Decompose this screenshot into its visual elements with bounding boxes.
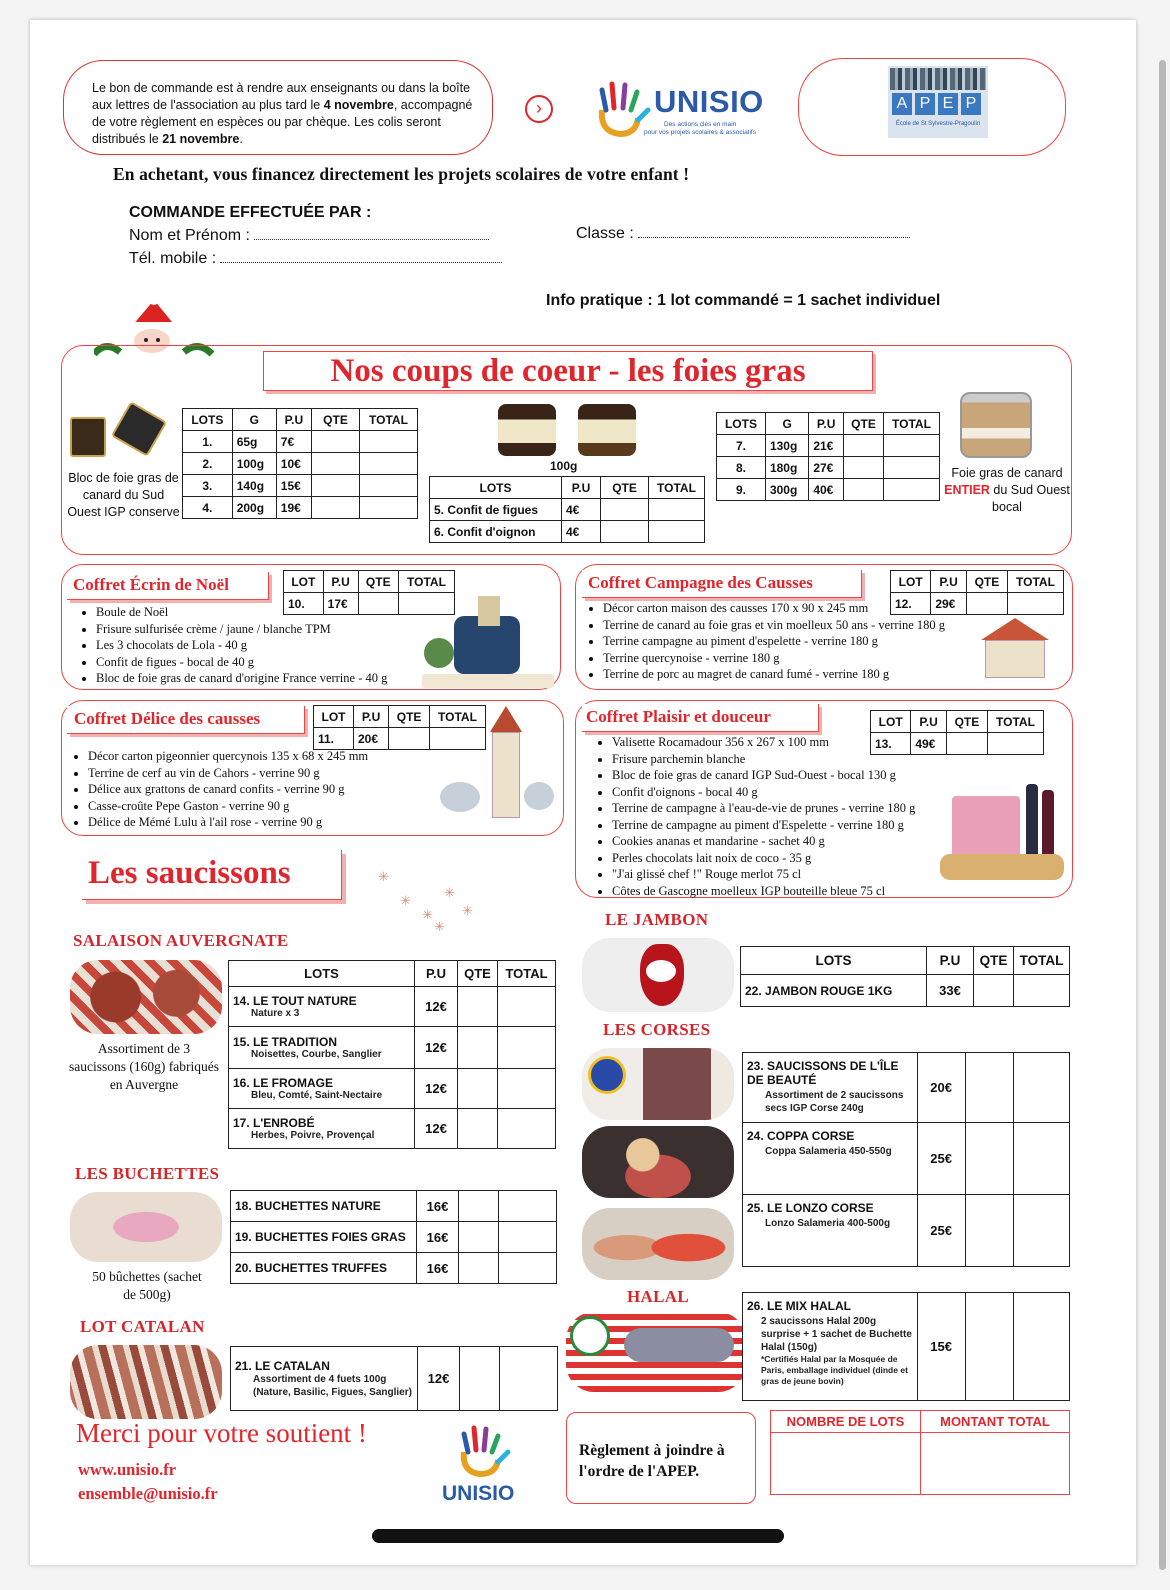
- header-pu: P.U: [276, 409, 311, 431]
- header-pu: P.U: [323, 571, 358, 593]
- header-lots: LOTS: [183, 409, 233, 431]
- list-item: • Côtes de Gascogne moelleux IGP bouteille bleue 75 cl: [612, 883, 954, 900]
- pu-cell: 25€: [917, 1195, 965, 1267]
- coffret-delice-list: [70, 748, 450, 831]
- total-cell[interactable]: [360, 431, 418, 453]
- qte-cell[interactable]: [312, 475, 360, 497]
- chevron-right-icon[interactable]: ›: [525, 95, 553, 123]
- catalan-title: LOT CATALAN: [80, 1317, 205, 1336]
- lot-cell: 6. Confit d'oignon: [430, 521, 562, 543]
- montant-header: MONTANT TOTAL: [921, 1411, 1070, 1433]
- unisio-tagline-2: pour vos projets scolaires & associatifs: [644, 129, 756, 136]
- website-link[interactable]: www.unisio.fr: [78, 1460, 177, 1479]
- confit-weight: 100g: [550, 459, 578, 473]
- pu-cell: 21€: [809, 435, 844, 457]
- lot-cell: 4.: [183, 497, 233, 519]
- auvergne-sausage-image: [70, 960, 222, 1034]
- unisio-tagline-1: Des actions clés en main: [664, 121, 737, 128]
- pu-cell: 25€: [917, 1123, 965, 1195]
- header-lots: LOTS: [741, 947, 927, 975]
- list-item: • Terrine de campagne à l'eau-de-vie de prunes - verrine 180 g: [612, 800, 954, 817]
- header-total: TOTAL: [1008, 571, 1064, 593]
- unisio-footer-name: UNISIO: [442, 1482, 515, 1505]
- header-total: TOTAL: [988, 711, 1044, 733]
- header-pu: P.U: [911, 711, 946, 733]
- header-lot: LOT: [891, 571, 931, 593]
- total-cell[interactable]: [360, 475, 418, 497]
- lonzo-image: [582, 1208, 734, 1280]
- lot-cell: 12.: [891, 593, 931, 615]
- header-total: TOTAL: [649, 477, 705, 499]
- buchettes-caption: 50 bûchettes (sachet de 500g): [92, 1269, 202, 1302]
- apep-letter: A: [892, 93, 912, 115]
- table-row: [743, 1123, 1070, 1195]
- list-item: • Valisette Rocamadour 356 x 267 x 100 mm: [612, 734, 954, 751]
- class-label: Classe :: [576, 225, 634, 242]
- qte-cell[interactable]: [458, 1027, 498, 1069]
- pu-cell: 19€: [276, 497, 311, 519]
- header-pu: P.U: [927, 947, 974, 975]
- phone-label: Tél. mobile :: [129, 250, 217, 267]
- pu-cell: 20€: [353, 728, 388, 750]
- confit-table: [429, 476, 705, 543]
- thanks-text: Merci pour votre soutient !: [76, 1418, 367, 1448]
- header-pu: P.U: [562, 477, 601, 499]
- total-cell[interactable]: [649, 499, 705, 521]
- table-row: [183, 431, 418, 453]
- email-link[interactable]: ensemble@unisio.fr: [78, 1484, 218, 1503]
- product-detail: Bleu, Comté, Saint-Nectaire: [251, 1090, 383, 1101]
- table-row: [743, 1053, 1070, 1123]
- header-total: TOTAL: [498, 961, 556, 987]
- pu-cell: 12€: [418, 1347, 460, 1411]
- qte-cell[interactable]: [844, 479, 884, 501]
- apep-letter: P: [961, 93, 981, 115]
- header-qte: QTE: [458, 961, 498, 987]
- list-item: • Casse-croûte Pepe Gaston - verrine 90 g: [88, 798, 450, 815]
- auvergne-table: [228, 960, 556, 1149]
- pu-cell: 7€: [276, 431, 311, 453]
- qte-cell[interactable]: [460, 1347, 500, 1411]
- total-cell[interactable]: [1013, 1293, 1069, 1401]
- coffret-campagne-title: Coffret Campagne des Causses: [582, 570, 862, 598]
- g-cell: 65g: [232, 431, 276, 453]
- table-row: [743, 1293, 1070, 1401]
- list-item: • Boule de Noël: [96, 604, 468, 621]
- qte-cell[interactable]: [459, 1191, 499, 1222]
- auvergne-title: SALAISON AUVERGNATE: [73, 931, 289, 950]
- qte-cell[interactable]: [965, 1123, 1013, 1195]
- header-lots: LOTS: [430, 477, 562, 499]
- foie-gras-jar-image: [960, 392, 1032, 458]
- lot-cell: 5. Confit de figues: [430, 499, 562, 521]
- qte-cell[interactable]: [965, 1293, 1013, 1401]
- total-cell[interactable]: [360, 497, 418, 519]
- header-lot: LOT: [284, 571, 324, 593]
- pu-cell: 20€: [917, 1053, 965, 1123]
- total-cell[interactable]: [498, 987, 556, 1027]
- pu-cell: 33€: [927, 975, 974, 1007]
- foie-left-table: [182, 408, 418, 519]
- g-cell: 140g: [232, 475, 276, 497]
- header-lot: LOT: [871, 711, 911, 733]
- product-name: 25. LE LONZO CORSE: [747, 1201, 874, 1215]
- product-detail: Herbes, Poivre, Provençal: [251, 1130, 375, 1141]
- table-row: [229, 1069, 556, 1109]
- list-item: • "J'ai glissé chef !" Rouge merlot 75 cl: [612, 866, 954, 883]
- pu-cell: 12€: [415, 987, 458, 1027]
- pu-cell: 49€: [911, 733, 946, 755]
- pu-cell: 15€: [917, 1293, 965, 1401]
- total-cell[interactable]: [884, 435, 940, 457]
- qte-cell[interactable]: [844, 435, 884, 457]
- apep-letter: P: [915, 93, 935, 115]
- catalan-table: [230, 1346, 558, 1411]
- header-lots: LOTS: [229, 961, 415, 987]
- table-row: [741, 975, 1070, 1007]
- coffret-campagne-image: [975, 618, 1051, 680]
- product-detail: Assortiment de 2 saucissons secs IGP Corse 240g: [765, 1090, 904, 1114]
- table-row: [231, 1222, 557, 1253]
- product-name: 22. JAMBON ROUGE 1KG: [741, 975, 927, 1007]
- product-detail: Coppa Salameria 450-550g: [765, 1146, 892, 1157]
- g-cell: 180g: [765, 457, 808, 479]
- total-cell[interactable]: [498, 1027, 556, 1069]
- total-cell[interactable]: [988, 733, 1044, 755]
- total-cell[interactable]: [884, 457, 940, 479]
- table-row: [430, 521, 705, 543]
- foie-gras-tins-image: [70, 405, 170, 465]
- lot-cell: 10.: [284, 593, 324, 615]
- product-name: 19. BUCHETTES FOIES GRAS: [231, 1222, 417, 1253]
- name-label: Nom et Prénom :: [129, 227, 250, 244]
- header-qte: QTE: [844, 413, 884, 435]
- table-row: [229, 1109, 556, 1149]
- table-row: [231, 1347, 558, 1411]
- halal-table: [742, 1292, 1070, 1401]
- list-item: • Perles chocolats lait noix de coco - 35 g: [612, 850, 954, 867]
- info-pratique: Info pratique : 1 lot commandé = 1 sachet individuel: [546, 292, 941, 309]
- order-title: COMMANDE EFFECTUÉE PAR :: [129, 204, 372, 221]
- pu-cell: 15€: [276, 475, 311, 497]
- list-item: • Délice de Mémé Lulu à l'ail rose - verrine 90 g: [88, 814, 450, 831]
- header-pu: P.U: [809, 413, 844, 435]
- nb-lots-field[interactable]: [771, 1433, 921, 1495]
- header-total: TOTAL: [399, 571, 455, 593]
- lot-cell: 7.: [717, 435, 766, 457]
- lot-cell: 8.: [717, 457, 766, 479]
- list-item: • Terrine de porc au magret de canard fumé - verrine 180 g: [603, 666, 985, 683]
- product-detail: 2 saucissons Halal 200g surprise + 1 sachet de Buchette Halal (150g): [761, 1316, 912, 1353]
- product-name: 18. BUCHETTES NATURE: [231, 1191, 417, 1222]
- qte-cell[interactable]: [312, 453, 360, 475]
- total-cell[interactable]: [1013, 1123, 1069, 1195]
- buchettes-table: [230, 1190, 557, 1284]
- coffret-ecrin-list: [78, 604, 468, 687]
- total-cell[interactable]: [1013, 1053, 1069, 1123]
- qte-cell[interactable]: [458, 987, 498, 1027]
- list-item: • Bloc de foie gras de canard IGP Sud-Ouest - bocal 130 g: [612, 767, 954, 784]
- coffret-plaisir-image: [940, 784, 1064, 884]
- lot-cell: 13.: [871, 733, 911, 755]
- list-item: • Terrine campagne au piment d'espelette - verrine 180 g: [603, 633, 985, 650]
- qte-cell[interactable]: [844, 457, 884, 479]
- header-qte: QTE: [946, 711, 987, 733]
- product-detail: Noisettes, Courbe, Sanglier: [251, 1049, 382, 1060]
- list-item: • Terrine de campagne au piment d'Espelette - verrine 180 g: [612, 817, 954, 834]
- total-cell[interactable]: [1013, 1195, 1069, 1267]
- pu-cell: 40€: [809, 479, 844, 501]
- product-name: 26. LE MIX HALAL: [747, 1299, 852, 1313]
- halal-title: HALAL: [627, 1287, 689, 1306]
- header-qte: QTE: [358, 571, 398, 593]
- pu-cell: 4€: [562, 521, 601, 543]
- header-pu: P.U: [353, 706, 388, 728]
- header-qte: QTE: [312, 409, 360, 431]
- list-item: • Terrine de canard au foie gras et vin moelleux 50 ans - verrine 180 g: [603, 617, 985, 634]
- list-item: • Confit d'oignons - bocal 40 g: [612, 784, 954, 801]
- qte-cell[interactable]: [312, 497, 360, 519]
- list-item: • Cookies ananas et mandarine - sachet 40 g: [612, 833, 954, 850]
- g-cell: 130g: [765, 435, 808, 457]
- product-name: 23. SAUCISSONS DE L'ÎLE DE BEAUTÉ: [747, 1059, 899, 1087]
- nb-lots-header: NOMBRE DE LOTS: [771, 1411, 921, 1433]
- slogan: En achetant, vous financez directement les projets scolaires de votre enfant !: [113, 164, 690, 184]
- pu-cell: 16€: [417, 1222, 459, 1253]
- qte-cell[interactable]: [974, 975, 1014, 1007]
- unisio-footer-logo: [438, 1424, 528, 1510]
- buchettes-image: [70, 1192, 222, 1262]
- halal-note: *Certifiés Halal par la Mosquée de Paris, emballage individuel (dinde et gras de jeune bovin): [761, 1354, 908, 1386]
- halal-image: [566, 1312, 746, 1392]
- total-cell[interactable]: [499, 1191, 557, 1222]
- total-cell[interactable]: [499, 1222, 557, 1253]
- qte-cell[interactable]: [458, 1109, 498, 1149]
- catalan-image: [70, 1345, 222, 1419]
- product-name: 14. LE TOUT NATURE: [233, 994, 357, 1008]
- total-cell[interactable]: [1008, 593, 1064, 615]
- coffret-ecrin-image: [422, 596, 554, 688]
- name-field[interactable]: [129, 227, 489, 245]
- scrollbar[interactable]: [1159, 60, 1166, 1570]
- coffret-ecrin-title: Coffret Écrin de Noël: [67, 572, 269, 600]
- pu-cell: 12€: [415, 1069, 458, 1109]
- auvergne-caption: Assortiment de 3 saucissons (160g) fabriqués en Auvergne: [69, 1041, 219, 1092]
- montant-field[interactable]: [921, 1433, 1070, 1495]
- total-cell[interactable]: [1014, 975, 1070, 1007]
- header-g: G: [765, 413, 808, 435]
- header-qte: QTE: [974, 947, 1014, 975]
- saucissons-title: Les saucissons: [82, 850, 342, 900]
- coffret-delice-title: Coffret Délice des causses: [67, 706, 305, 734]
- table-row: [231, 1191, 557, 1222]
- table-row: [430, 499, 705, 521]
- lot-cell: 1.: [183, 431, 233, 453]
- home-indicator[interactable]: [372, 1529, 784, 1543]
- list-item: • Terrine quercynoise - verrine 180 g: [603, 650, 985, 667]
- foie-gras-right-caption: Foie gras de canard ENTIER du Sud Ouest bocal: [944, 466, 1070, 514]
- pu-cell: 16€: [417, 1253, 459, 1284]
- coffret-delice-image: [440, 706, 558, 826]
- lot-cell: 2.: [183, 453, 233, 475]
- product-name: 24. COPPA CORSE: [747, 1129, 855, 1143]
- qte-cell[interactable]: [459, 1253, 499, 1284]
- list-item: • Frisure sulfurisée crème / jaune / blanche TPM: [96, 621, 468, 638]
- total-cell[interactable]: [884, 479, 940, 501]
- header-pu: P.U: [415, 961, 458, 987]
- header-qte: QTE: [601, 477, 649, 499]
- apep-subtitle: École de St Sylvestre-Pragoulin: [895, 121, 981, 127]
- total-cell[interactable]: [649, 521, 705, 543]
- header-total: TOTAL: [430, 706, 486, 728]
- table-row: [717, 479, 940, 501]
- corse-saucisson-image: [582, 1048, 734, 1120]
- qte-cell[interactable]: [312, 431, 360, 453]
- list-item: • Décor carton pigeonnier quercynois 135 x 68 x 245 mm: [88, 748, 450, 765]
- g-cell: 100g: [232, 453, 276, 475]
- product-name: 20. BUCHETTES TRUFFES: [231, 1253, 417, 1284]
- corses-title: LES CORSES: [603, 1020, 711, 1039]
- jambon-table: [740, 946, 1070, 1007]
- pu-cell: 27€: [809, 457, 844, 479]
- qte-cell[interactable]: [965, 1053, 1013, 1123]
- foie-gras-title: Nos coups de coeur - les foies gras: [263, 351, 873, 391]
- pu-cell: 29€: [931, 593, 966, 615]
- pu-cell: 12€: [415, 1027, 458, 1069]
- payment-text: Règlement à joindre à l'ordre de l'APEP.: [579, 1442, 725, 1480]
- header-total: TOTAL: [360, 409, 418, 431]
- header-total: TOTAL: [1014, 947, 1070, 975]
- total-cell[interactable]: [498, 1069, 556, 1109]
- product-name: 17. L'ENROBÉ: [233, 1116, 315, 1130]
- qte-cell[interactable]: [601, 521, 649, 543]
- product-detail: Nature x 3: [251, 1008, 300, 1019]
- header-pu: P.U: [931, 571, 966, 593]
- coffret-plaisir-title: Coffret Plaisir et douceur: [582, 704, 819, 732]
- list-item: • Délice aux grattons de canard confits - verrine 90 g: [88, 781, 450, 798]
- qte-cell[interactable]: [601, 499, 649, 521]
- pu-cell: 4€: [562, 499, 601, 521]
- header-total: TOTAL: [884, 413, 940, 435]
- table-row: [183, 453, 418, 475]
- coffret-plaisir-list: [594, 734, 954, 899]
- coffret-campagne-list: [585, 600, 985, 683]
- header-g: G: [232, 409, 276, 431]
- buchettes-title: LES BUCHETTES: [75, 1164, 220, 1183]
- stars-decoration-icon: ✳ ✳ ✳ ✳ ✳ ✳: [378, 869, 473, 934]
- table-row: [743, 1195, 1070, 1267]
- list-item: • Les 3 chocolats de Lola - 40 g: [96, 637, 468, 654]
- product-detail: Assortiment de 4 fuets 100g (Nature, Basilic, Figues, Sanglier): [253, 1373, 412, 1398]
- jambon-title: LE JAMBON: [605, 910, 709, 929]
- list-item: • Décor carton maison des causses 170 x 90 x 245 mm: [603, 600, 985, 617]
- qte-cell[interactable]: [458, 1069, 498, 1109]
- header-qte: QTE: [389, 706, 430, 728]
- product-name: 21. LE CATALAN: [235, 1358, 330, 1373]
- g-cell: 300g: [765, 479, 808, 501]
- coppa-image: [582, 1126, 734, 1198]
- total-cell[interactable]: [498, 1109, 556, 1149]
- list-item: • Confit de figues - bocal de 40 g: [96, 654, 468, 671]
- foie-gras-left-caption: Bloc de foie gras de canard du Sud Ouest IGP conserve: [67, 471, 180, 519]
- confit-jars-image: [498, 396, 648, 460]
- qte-cell[interactable]: [389, 728, 430, 750]
- table-row: [229, 987, 556, 1027]
- apep-logo: [888, 66, 988, 138]
- total-cell[interactable]: [499, 1253, 557, 1284]
- product-name: 16. LE FROMAGE: [233, 1076, 334, 1090]
- g-cell: 200g: [232, 497, 276, 519]
- table-row: [183, 497, 418, 519]
- lot-cell: 9.: [717, 479, 766, 501]
- pu-cell: 12€: [415, 1109, 458, 1149]
- unisio-logo: [592, 80, 792, 140]
- lot-cell: 11.: [314, 728, 354, 750]
- header-lots: LOTS: [717, 413, 766, 435]
- header-lot: LOT: [314, 706, 354, 728]
- pu-cell: 16€: [417, 1191, 459, 1222]
- unisio-name: UNISIO: [654, 84, 764, 119]
- table-row: [717, 457, 940, 479]
- table-row: [231, 1253, 557, 1284]
- table-row: [183, 475, 418, 497]
- class-field[interactable]: [576, 225, 910, 243]
- qte-cell[interactable]: [459, 1222, 499, 1253]
- list-item: • Bloc de foie gras de canard d'origine France verrine - 40 g: [96, 670, 468, 687]
- totals-table: [770, 1410, 1070, 1495]
- list-item: • Terrine de cerf au vin de Cahors - verrine 90 g: [88, 765, 450, 782]
- qte-cell[interactable]: [965, 1195, 1013, 1267]
- phone-field[interactable]: [129, 250, 502, 268]
- apep-letter: E: [938, 93, 958, 115]
- pu-cell: 10€: [276, 453, 311, 475]
- table-row: [717, 435, 940, 457]
- product-name: 15. LE TRADITION: [233, 1035, 338, 1049]
- corses-table: [742, 1052, 1070, 1267]
- hand-logo-icon: [456, 1424, 512, 1478]
- product-detail: Lonzo Salameria 400-500g: [765, 1218, 891, 1229]
- table-row: [229, 1027, 556, 1069]
- order-form-sheet: [30, 20, 1136, 1565]
- list-item: • Frisure parchemin blanche: [612, 751, 954, 768]
- lot-cell: 3.: [183, 475, 233, 497]
- jambon-image: [582, 938, 734, 1012]
- notice-text: Le bon de commande est à rendre aux enseignants ou dans la boîte aux lettres de l'association au plus tard le 4 novembre, accompagné de votre règlement en espèces ou par chèque. Les colis seront distribués le 21 novembre.: [92, 81, 473, 146]
- header-qte: QTE: [966, 571, 1007, 593]
- foie-right-table: [716, 412, 940, 501]
- pu-cell: 17€: [323, 593, 358, 615]
- total-cell[interactable]: [360, 453, 418, 475]
- total-cell[interactable]: [500, 1347, 558, 1411]
